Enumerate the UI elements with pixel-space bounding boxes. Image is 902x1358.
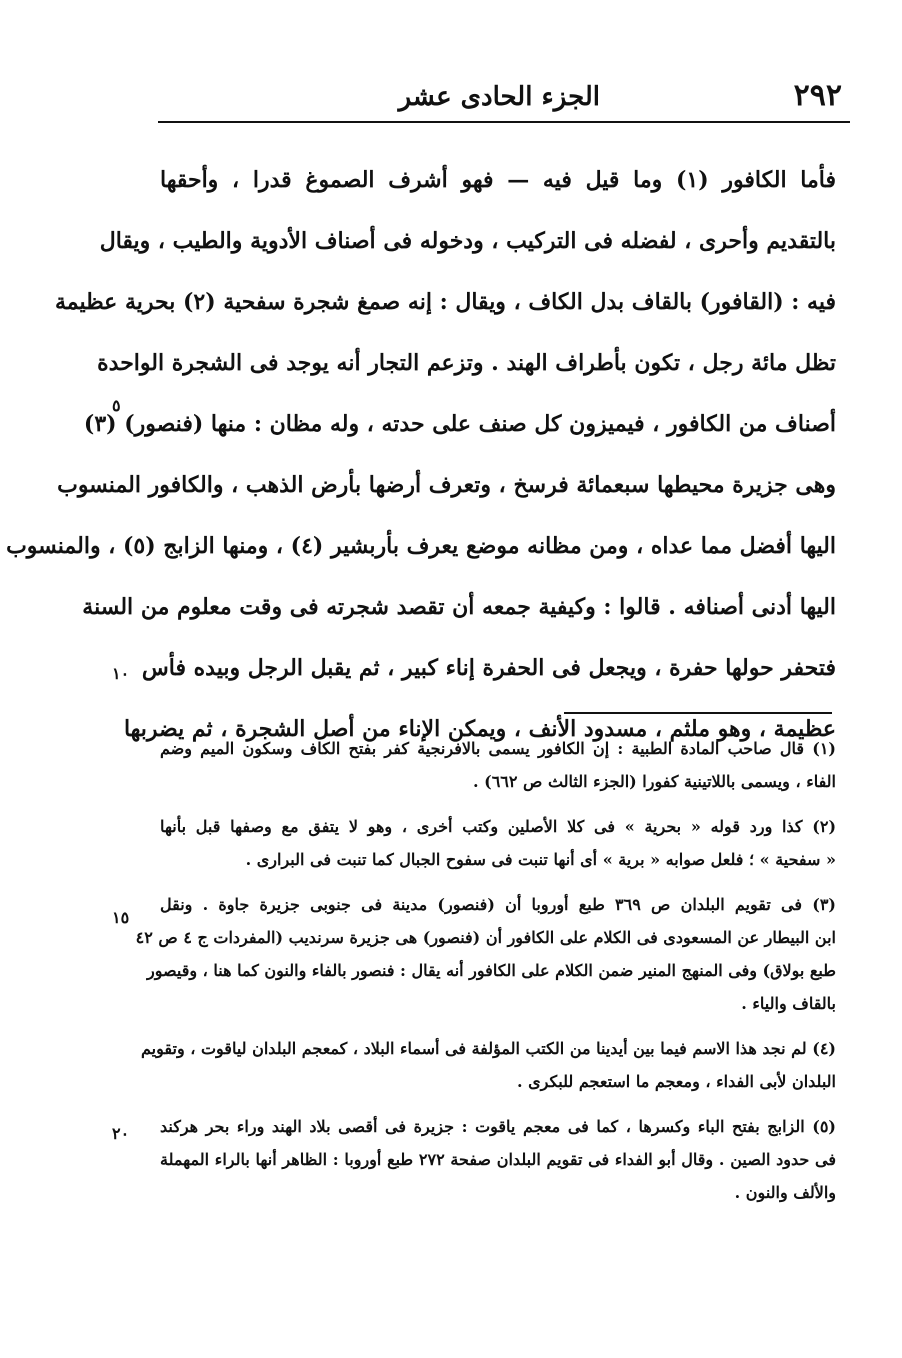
footnote-line: والألف والنون . (734, 1183, 836, 1202)
text-line: فيه : (القافور) بالقاف بدل الكاف ، ويقال : إنه صمغ شجرة سفحية (٢) بحرية عظيمة (54, 289, 836, 315)
text-line: بالتقديم وأحرى ، لفضله فى التركيب ، ودخوله فى أصناف الأدوية والطيب ، ويقال (99, 228, 836, 254)
text-line: اليها أفضل مما عداه ، ومن مظانه موضع يعرف بأربشير (٤) ، ومنها الزابج (٥) ، والمنسوب (6, 533, 836, 559)
footnote-line: (١) قال صاحب المادة الطبية : إن الكافور يسمى بالافرنجية كفر بفتح الكاف وسكون الميم وضم (160, 739, 836, 758)
footnote-4 (141, 1032, 836, 1098)
text-line: اليها أدنى أصنافه . قالوا : وكيفية جمعه أن تقصد شجرته فى وقت معلوم من السنة (82, 594, 836, 620)
footnote-line: (٣) فى تقويم البلدان ص ٣٦٩ طبع أوروبا أن (فنصور) مدينة فى جنوبى جزيرة جاوة . ونقل (160, 895, 836, 914)
footnote-line: (٤) لم نجد هذا الاسم فيما بين أيدينا من الكتب المؤلفة فى أسماء البلاد ، كمعجم البلدان لياقوت ، وتقويم (141, 1039, 836, 1058)
footnote-line: (٢) كذا ورد قوله « بحرية » فى كلا الأصلين وكتب أخرى ، وهو لا يتفق مع وصفها قبل بأنها (160, 817, 837, 836)
line-number-marker: ٢٠ (112, 1124, 130, 1143)
text-line: فأما الكافور (١) وما قيل فيه — فهو أشرف الصموغ قدرا ، وأحقها (160, 167, 836, 193)
footnote-line: فى حدود الصين . وقال أبو الفداء فى تقويم البلدان صفحة ٢٧٢ طبع أوروبا : الظاهر أنها بالراء المهملة (160, 1150, 837, 1169)
running-title: الجزء الحادى عشر (398, 82, 600, 112)
footnote-line: طبع بولاق) وفى المنهج المنير ضمن الكلام على الكافور أنه يقال : فنصور بالفاء والنون كما هنا ، وقيصور (147, 961, 836, 980)
footnote-line: ابن البيطار عن المسعودى فى الكلام على الكافور أن (فنصور) هى جزيرة سرنديب (المفردات ج ٤ ص ٤٢ (135, 928, 836, 947)
footnote-1 (160, 732, 836, 798)
line-number-marker: ٥ (112, 396, 121, 415)
header-rule (158, 121, 850, 123)
footnotes (135, 732, 837, 1221)
text-line: تظل مائة رجل ، تكون بأطراف الهند . وتزعم التجار أنه يوجد فى الشجرة الواحدة (97, 350, 836, 376)
footnote-separator (564, 712, 832, 714)
footnote-5 (160, 1110, 836, 1209)
footnote-line: (٥) الزابج بفتح الباء وكسرها ، كما فى معجم ياقوت : جزيرة فى أقصى بلاد الهند وراء بحر هركند (160, 1117, 836, 1136)
line-number-marker: ١٥ (112, 908, 130, 927)
footnote-3 (135, 888, 836, 1020)
text-line: أصناف من الكافور ، فيميزون كل صنف على حدته ، وله مظان : منها (فنصور) (٣) (83, 411, 836, 437)
footnote-line: الفاء ، ويسمى باللاتينية كفورا (الجزء الثالث ص ٦٦٢) . (472, 772, 836, 791)
footnote-line: بالقاف والياء . (741, 994, 836, 1013)
text-line: فتحفر حولها حفرة ، ويجعل فى الحفرة إناء كبير ، ثم يقبل الرجل وبيده فأس (141, 655, 836, 681)
text-line: وهى جزيرة محيطها سبعمائة فرسخ ، وتعرف أرضها بأرض الذهب ، والكافور المنسوب (57, 472, 836, 498)
page-header (158, 78, 850, 122)
footnote-2 (160, 810, 836, 876)
text-line: عظيمة ، وهو ملثم ، مسدود الأنف ، ويمكن الإناء من أصل الشجرة ، ثم يضربها (123, 716, 836, 742)
page-number: ٢٩٢ (793, 78, 842, 113)
line-number-marker: ١٠ (112, 664, 130, 683)
footnote-line: البلدان لأبى الفداء ، ومعجم ما استعجم للبكرى . (516, 1072, 836, 1091)
footnote-line: « سفحية » ؛ فلعل صوابه « برية » أى أنها تنبت فى سفوح الجبال كما تنبت فى البرارى . (245, 850, 836, 869)
